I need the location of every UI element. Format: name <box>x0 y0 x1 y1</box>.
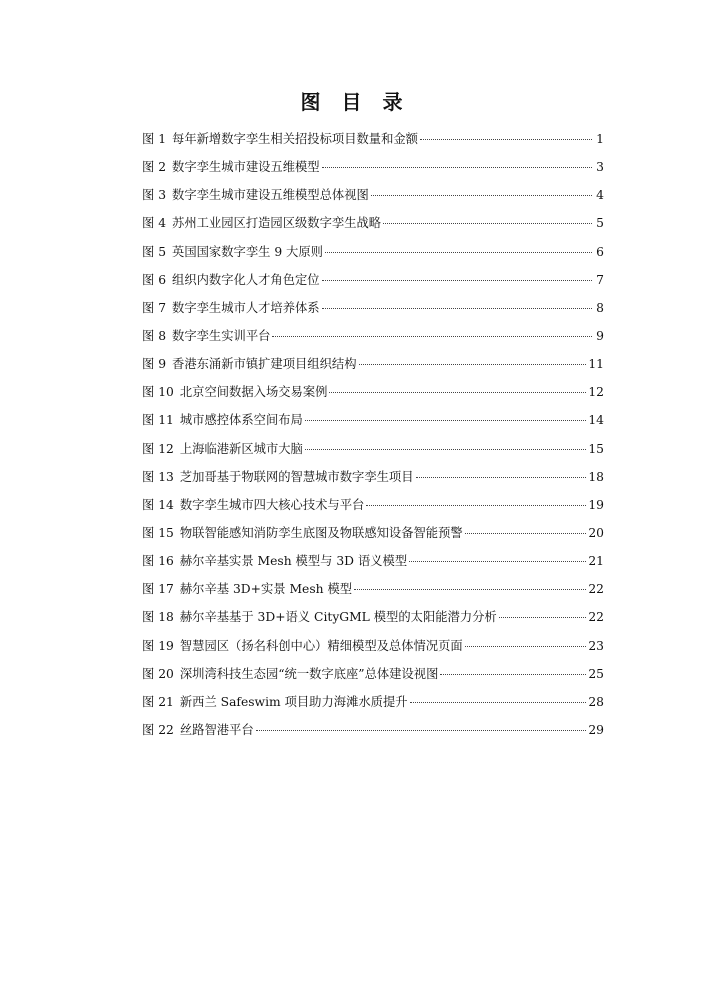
dot-leader <box>420 139 592 140</box>
page-number: 1 <box>596 132 604 146</box>
dot-leader <box>416 477 587 478</box>
figure-title: 数字孪生实训平台 <box>172 328 271 343</box>
figure-title: 数字孪生城市建设五维模型总体视图 <box>172 188 369 203</box>
figure-number: 图 13 <box>142 469 174 484</box>
dot-leader <box>305 420 587 421</box>
figure-number: 图 20 <box>142 666 174 681</box>
figure-number: 图 16 <box>142 554 174 569</box>
dot-leader <box>325 252 592 253</box>
page-number: 20 <box>588 525 604 540</box>
figure-title: 丝路智港平台 <box>179 722 254 737</box>
toc-entry[interactable] <box>142 125 604 153</box>
dot-leader <box>322 308 592 309</box>
toc-entry[interactable] <box>142 660 604 688</box>
page-number: 7 <box>596 272 604 287</box>
figure-title: 深圳湾科技生态园“统一数字底座”总体建设视图 <box>179 666 439 681</box>
figure-number: 图 19 <box>142 638 174 653</box>
toc-entry[interactable] <box>142 519 604 547</box>
toc-entry[interactable] <box>142 632 604 660</box>
dot-leader <box>354 589 586 590</box>
dot-leader <box>329 392 586 393</box>
toc-entry[interactable] <box>142 688 604 716</box>
page-number: 11 <box>588 357 604 372</box>
toc-entry[interactable] <box>142 378 604 406</box>
figure-number: 图 21 <box>142 694 174 709</box>
dot-leader <box>440 674 586 675</box>
figure-number: 图 1 <box>142 132 167 146</box>
figure-title: 数字孪生城市四大核心技术与平台 <box>179 497 365 512</box>
figure-title: 苏州工业园区打造园区级数字孪生战略 <box>172 216 382 231</box>
toc-entry[interactable] <box>142 547 604 575</box>
page-number: 22 <box>588 610 604 625</box>
toc-entry[interactable] <box>142 575 604 603</box>
toc-entry[interactable] <box>142 463 604 491</box>
page-number: 8 <box>596 300 604 315</box>
page-number: 19 <box>588 497 604 512</box>
page-number: 28 <box>588 694 604 709</box>
toc-entry[interactable] <box>142 406 604 434</box>
figure-number: 图 11 <box>142 413 174 428</box>
figure-number: 图 12 <box>142 441 174 456</box>
page-number: 18 <box>588 469 604 484</box>
figure-number: 图 9 <box>142 357 167 372</box>
page-number: 12 <box>588 385 604 400</box>
toc-entry[interactable] <box>142 238 604 266</box>
figure-title: 英国国家数字孪生 9 大原则 <box>172 244 323 259</box>
page-number: 6 <box>596 244 604 259</box>
dot-leader <box>499 617 587 618</box>
figure-title: 物联智能感知消防孪生底图及物联感知设备智能预警 <box>179 525 463 540</box>
toc-entry[interactable] <box>142 716 604 744</box>
figure-number: 图 2 <box>142 160 167 175</box>
figure-number: 图 22 <box>142 722 174 737</box>
toc-entry[interactable] <box>142 209 604 237</box>
dot-leader <box>366 505 586 506</box>
page-number: 15 <box>588 441 604 456</box>
figure-number: 图 6 <box>142 272 167 287</box>
figure-number: 图 8 <box>142 328 167 343</box>
figure-title: 数字孪生城市建设五维模型 <box>172 160 320 175</box>
figure-number: 图 3 <box>142 188 167 203</box>
figure-title: 组织内数字化人才角色定位 <box>172 272 320 287</box>
page-number: 23 <box>588 638 604 653</box>
dot-leader <box>465 533 587 534</box>
toc-entry[interactable] <box>142 491 604 519</box>
figure-title: 北京空间数据入场交易案例 <box>179 385 328 400</box>
figure-number: 图 17 <box>142 582 174 597</box>
figure-table-of-contents <box>142 125 604 744</box>
toc-entry[interactable] <box>142 603 604 631</box>
figure-title: 上海临港新区城市大脑 <box>179 441 303 456</box>
figure-title: 赫尔辛基 3D+实景 Mesh 模型 <box>179 582 353 597</box>
figure-title: 每年新增数字孪生相关招投标项目数量和金额 <box>172 132 418 146</box>
dot-leader <box>410 702 587 703</box>
dot-leader <box>256 730 587 731</box>
page-number: 25 <box>588 666 604 681</box>
toc-entry[interactable] <box>142 153 604 181</box>
dot-leader <box>272 336 592 337</box>
page-number: 4 <box>596 188 604 203</box>
figure-title: 赫尔辛基基于 3D+语义 CityGML 模型的太阳能潜力分析 <box>179 610 497 625</box>
dot-leader <box>409 561 586 562</box>
page-number: 5 <box>596 216 604 231</box>
figure-title: 赫尔辛基实景 Mesh 模型与 3D 语义模型 <box>179 554 408 569</box>
figure-number: 图 15 <box>142 525 174 540</box>
figure-number: 图 7 <box>142 300 167 315</box>
figure-title: 芝加哥基于物联网的智慧城市数字孪生项目 <box>179 469 414 484</box>
page-number: 14 <box>588 413 604 428</box>
dot-leader <box>305 449 587 450</box>
figure-title: 城市感控体系空间布局 <box>179 413 303 428</box>
toc-entry[interactable] <box>142 294 604 322</box>
figure-title: 智慧园区（扬名科创中心）精细模型及总体情况页面 <box>179 638 463 653</box>
toc-entry[interactable] <box>142 181 604 209</box>
page-number: 22 <box>588 582 604 597</box>
figure-number: 图 10 <box>142 385 174 400</box>
page-number: 21 <box>588 554 604 569</box>
dot-leader <box>371 195 592 196</box>
figure-number: 图 4 <box>142 216 167 231</box>
page-number: 9 <box>596 328 604 343</box>
page-title: 图 目 录 <box>300 90 410 114</box>
page-number: 3 <box>596 160 604 175</box>
figure-number: 图 14 <box>142 497 174 512</box>
toc-entry[interactable] <box>142 322 604 350</box>
toc-entry[interactable] <box>142 266 604 294</box>
figure-number: 图 18 <box>142 610 174 625</box>
dot-leader <box>383 223 592 224</box>
figure-title: 香港东涌新市镇扩建项目组织结构 <box>172 357 357 372</box>
figure-title: 数字孪生城市人才培养体系 <box>172 300 320 315</box>
figure-title: 新西兰 Safeswim 项目助力海滩水质提升 <box>179 694 408 709</box>
dot-leader <box>322 167 592 168</box>
toc-entry[interactable] <box>142 350 604 378</box>
figure-number: 图 5 <box>142 244 167 259</box>
toc-entry[interactable] <box>142 435 604 463</box>
dot-leader <box>322 280 592 281</box>
page-number: 29 <box>588 722 604 737</box>
dot-leader <box>465 646 587 647</box>
dot-leader <box>359 364 587 365</box>
